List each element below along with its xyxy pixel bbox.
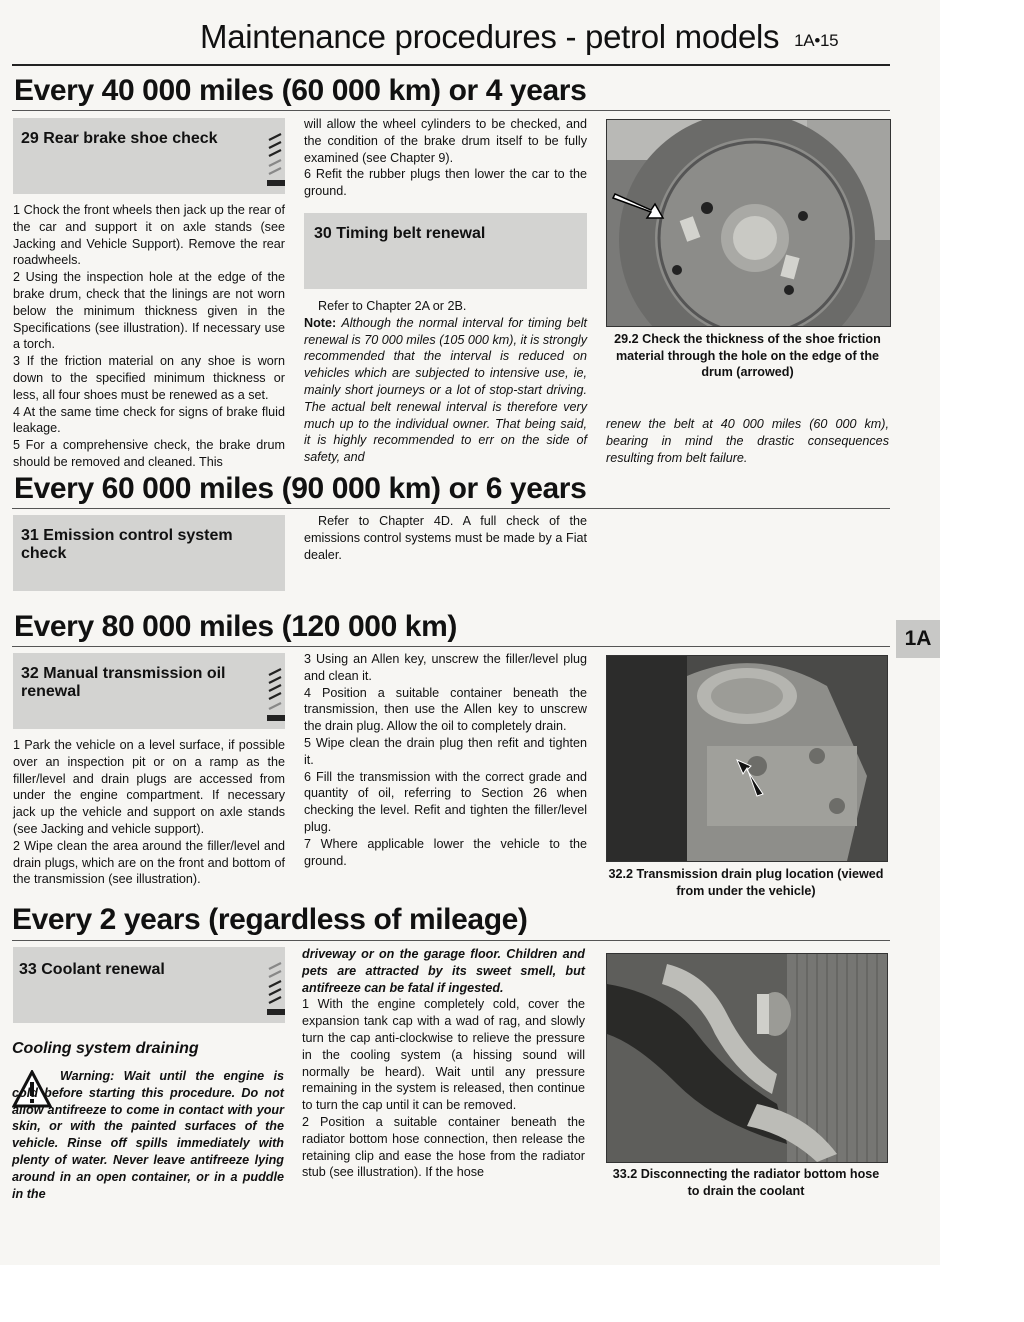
paragraph: 1 Park the vehicle on a level surface, if possible over an inspection pit or on a ramp as the filler/level and drain plugs are accessed from under the engine compartment. If necessary jack up the vehicle and support on axle stands (see Jacking and vehicle support). — [13, 738, 285, 836]
figure-caption-33-2: 33.2 Disconnecting the radiator bottom hose to drain the coolant — [612, 1167, 880, 1198]
column-40k-middle-top — [304, 116, 587, 200]
paragraph: 5 Wipe clean the drain plug then refit and tighten it. — [304, 735, 587, 767]
column-40k-middle-bottom — [304, 298, 587, 466]
paragraph: 2 Position a suitable container beneath the radiator bottom hose connection, then release the retaining clip and ease the hose from the radiator stub (see illustration). If the hose — [302, 1114, 585, 1180]
note-label: Note: — [304, 315, 337, 330]
column-80k-middle — [304, 651, 587, 869]
paragraph: 3 Using an Allen key, unscrew the filler/level plug and clean it. — [304, 652, 587, 683]
task-title-31: 31 Emission control system check — [21, 527, 233, 562]
task-box-33 — [13, 947, 285, 1023]
figure-transmission — [606, 655, 888, 862]
figure-radiator-hose — [606, 953, 888, 1163]
difficulty-spanner-icon — [265, 128, 287, 188]
paragraph: 2 Using the inspection hole at the edge of the brake drum, check that the linings are not worn below the minimum thickness given in the Specifications (see illustration). If necessary use a torch. — [13, 270, 285, 352]
brake-drum-photo — [607, 120, 890, 326]
paragraph: 5 For a comprehensive check, the brake drum should be removed and cleaned. This — [13, 438, 285, 469]
column-40k-right: renew the belt at 40 000 miles (60 000 km), bearing in mind the drastic consequences resulting from belt failure. — [606, 417, 889, 465]
task-box-29 — [13, 118, 285, 194]
difficulty-spanner-icon — [265, 663, 287, 723]
paragraph: 1 With the engine completely cold, cover the expansion tank cap with a wad of rag, and slowly turn the cap anti-clockwise to relieve the pressure in the cooling system (a hissing sound will normally be heard). Wait until any pressure remaining in the system is released, then continue to turn the cap until it can be removed. — [302, 997, 585, 1113]
subheading-cooling-draining: Cooling system draining — [12, 1040, 199, 1057]
transmission-photo — [607, 656, 887, 861]
paragraph: 6 Fill the transmission with the correct grade and quantity of oil, referring to Section 26 when checking the level. Refit and tighten the filler/level plug. — [304, 769, 587, 834]
paragraph: 2 Wipe clean the area around the filler/level and drain plugs, which are on the front and bottom of the transmission (see illustration). — [13, 838, 285, 887]
task-box-31 — [13, 515, 285, 591]
column-80k-left — [13, 737, 285, 888]
task-title-30: 30 Timing belt renewal — [314, 225, 486, 242]
paragraph: will allow the wheel cylinders to be checked, and the condition of the brake drum itself to be fully examined (see Chapter 9). — [304, 117, 587, 165]
figure-brake-drum — [606, 119, 891, 327]
section-rule-60k — [12, 508, 890, 509]
paragraph: 3 If the friction material on any shoe is worn down to the specified minimum thickness or less, all four shoes must be renewed as a set. — [13, 354, 285, 402]
page-number: 1A•15 — [794, 31, 839, 50]
section-title-2y: Every 2 years (regardless of mileage) — [12, 903, 528, 936]
paragraph: 1 Chock the front wheels then jack up the rear of the car and support it on axle stands (see Jacking and Vehicle Support). Remove the rear roadwheels. — [13, 203, 285, 268]
paragraph: Refer to Chapter 2A or 2B. — [318, 299, 467, 313]
section-rule-80k — [12, 646, 890, 647]
section-title-40k: Every 40 000 miles (60 000 km) or 4 years — [14, 74, 587, 107]
warning-text: Warning: Wait until the engine is cold before starting this procedure. Do not allow antifreeze to come in contact with your skin, or with the painted surfaces of the vehicle. Rinse off spills immediately with plenty of water. Never leave antifreeze lying around in an open container, or in a puddle in the — [12, 1069, 284, 1201]
column-60k-text: Refer to Chapter 4D. A full check of the emissions control systems must be made by a Fiat dealer. — [304, 514, 587, 562]
task-title-29: 29 Rear brake shoe check — [21, 130, 218, 147]
note-text: Although the normal interval for timing belt renewal is 70 000 miles (105 000 km), it is strongly recommended that the interval is reduced on vehicles which are subjected to intensive use, ie, mainly short journeys or a lot of stop-start driving. The actual belt renewal interval is therefore very much up to the individual owner. That being said, it is highly recommended to err on the side of safety, and — [304, 315, 588, 465]
paragraph: 4 At the same time check for signs of brake fluid leakage. — [13, 404, 285, 436]
page-title: Maintenance procedures - petrol models — [200, 18, 780, 55]
paragraph: 6 Refit the rubber plugs then lower the car to the ground. — [304, 167, 587, 199]
section-title-60k: Every 60 000 miles (90 000 km) or 6 years — [14, 472, 587, 505]
section-rule-2y — [12, 940, 890, 941]
figure-caption-29-2: 29.2 Check the thickness of the shoe friction material through the hole on the edge of the drum (arrowed) — [614, 332, 881, 379]
page-header — [200, 18, 838, 56]
radiator-hose-photo — [607, 954, 887, 1162]
section-title-80k: Every 80 000 miles (120 000 km) — [14, 610, 457, 643]
paragraph: 4 Position a suitable container beneath the transmission, then use the Allen key to unscrew the drain plug. Allow the oil to completely drain. — [304, 685, 587, 734]
task-title-32: 32 Manual transmission oil renewal — [21, 665, 226, 700]
warning-continued: driveway or on the garage floor. Children and pets are attracted by its sweet smell, but antifreeze can be fatal if ingested. — [302, 947, 585, 995]
column-40k-left — [13, 202, 285, 471]
difficulty-spanner-icon — [265, 957, 287, 1017]
figure-caption-32-2: 32.2 Transmission drain plug location (viewed from under the vehicle) — [608, 867, 884, 898]
chapter-tab: 1A — [896, 620, 940, 658]
task-box-30 — [304, 213, 587, 289]
task-title-33: 33 Coolant renewal — [19, 961, 165, 978]
paragraph: 7 Where applicable lower the vehicle to the ground. — [304, 836, 587, 868]
header-rule — [12, 64, 890, 66]
section-rule-40k — [12, 110, 890, 111]
column-2y-middle — [302, 946, 585, 1181]
task-box-32 — [13, 653, 285, 729]
